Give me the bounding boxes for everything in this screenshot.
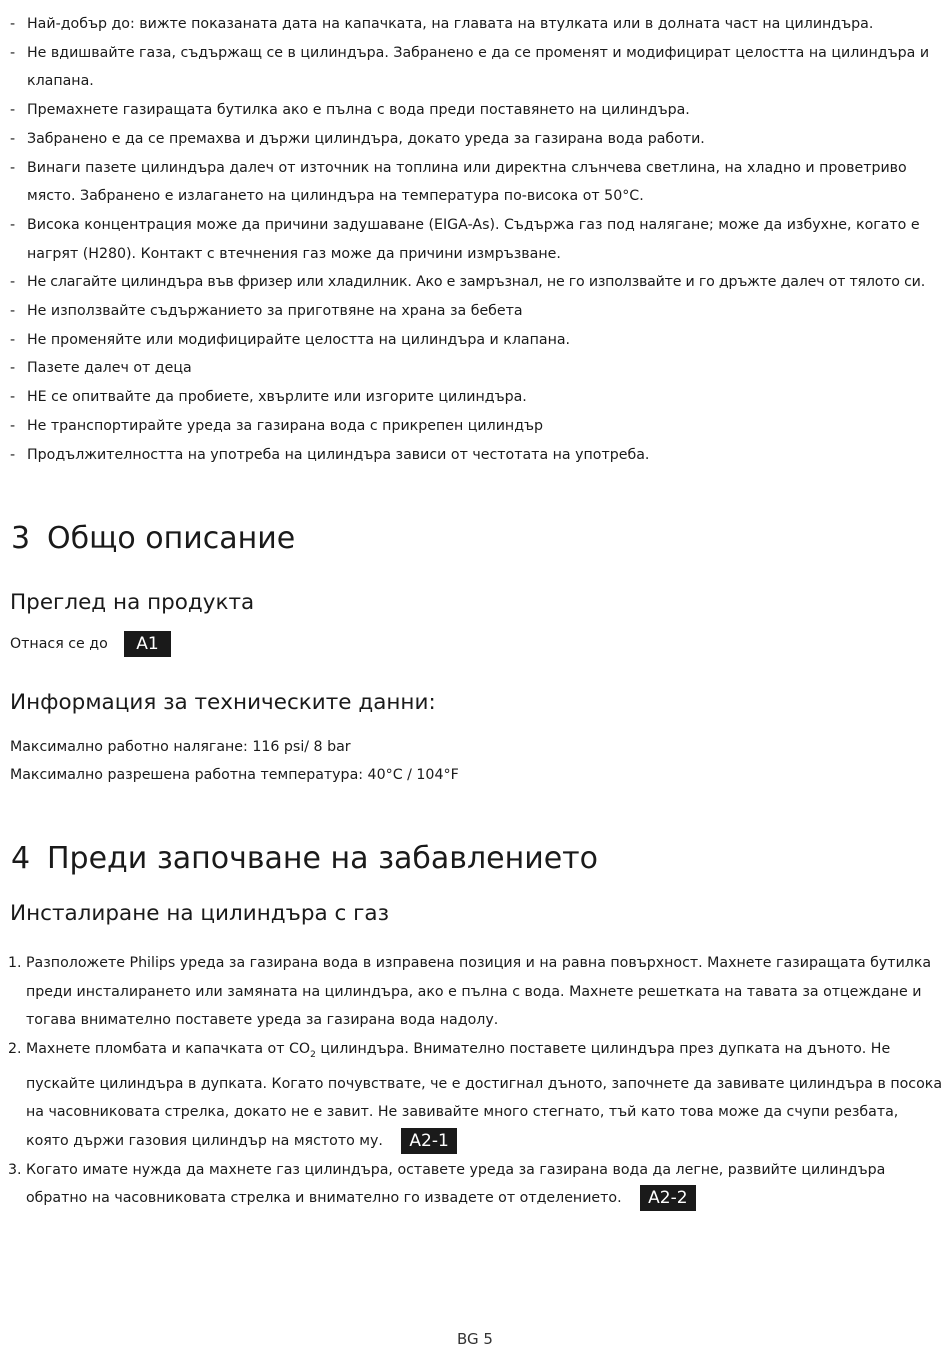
list-item-text: Пазете далеч от деца: [27, 360, 192, 377]
list-item-text: Продължителността на употреба на цилиндъра зависи от честотата на употреба.: [27, 446, 650, 463]
step-text: Разположете Philips уреда за газирана вода в изправена позиция и на равна повърхност. Махнете газиращата бутилка преди инсталирането или замяната на цилиндъра, ако е пълна с вода. Махнете решетката на тавата за отцеждане и тогава внимателно поставете уреда за газирана вода надолу.: [26, 955, 932, 1029]
list-dash: -: [10, 331, 16, 348]
list-item-text: Премахнете газиращата бутилка ако е пълна с вода преди поставянето на цилиндъра.: [27, 102, 690, 119]
section-number: 3: [11, 521, 31, 556]
list-dash: -: [10, 389, 16, 406]
safety-warnings-list: [10, 10, 946, 469]
max-pressure-text: Максимално работно налягане: 116 psi/ 8 bar: [10, 739, 351, 755]
list-dash: -: [10, 417, 16, 434]
list-item: [10, 10, 946, 39]
list-dash: -: [10, 102, 16, 119]
install-cylinder-heading: Инсталиране на цилиндъра с газ: [10, 901, 390, 926]
refers-to-text: Отнася се до: [10, 635, 108, 652]
list-dash: -: [10, 44, 16, 61]
list-dash: -: [10, 274, 16, 291]
list-item: [10, 268, 946, 297]
step-text-continued: цилиндъра. Внимателно поставете цилиндъра през дупката на дъното. Не пускайте цилиндъра в дупката. Когато почувствате, че е достигнал дъното, започнете да завивате цилиндъра в посока на часовниковата стрелка, докато не е завит. Не завивайте много стегнато, тъй като това може да счупи резбата, която държи газовия цилиндър на мястото му.: [26, 1041, 943, 1150]
install-steps-list: [8, 949, 944, 1213]
list-dash: -: [10, 446, 16, 463]
section-title: Преди започване на забавлението: [47, 841, 599, 876]
list-item: [10, 441, 946, 470]
technical-data-heading: Информация за техническите данни:: [10, 690, 436, 715]
list-item-text: НЕ се опитвайте да пробиете, хвърлите или изгорите цилиндъра.: [27, 389, 527, 406]
list-item-text: Висока концентрация може да причини задушаване (EIGA-As). Съдържа газ под налягане; може да избухне, когато е нагрят (H280). Контакт с втечнения газ може да причини измръзване.: [27, 216, 920, 262]
list-item: [10, 154, 946, 211]
list-item: [10, 326, 946, 355]
list-item-text: Не слагайте цилиндъра във фризер или хладилник. Ако е замръзнал, не го използвайте и го дръжте далеч от тялото си.: [27, 274, 926, 291]
page-number: BG 5: [457, 1330, 493, 1348]
section-3-heading: [11, 521, 296, 556]
list-dash: -: [10, 360, 16, 377]
list-dash: -: [10, 130, 16, 147]
figure-reference-badge: A2-1: [401, 1128, 456, 1154]
list-dash: -: [10, 303, 16, 320]
max-temperature-text: Максимално разрешена работна температура: 40°C / 104°F: [10, 767, 459, 783]
step-text: Когато имате нужда да махнете газ цилиндъра, оставете уреда за газирана вода да легне, развийте цилиндъра обратно на часовниковата стрелка и внимателно го извадете от отделението.: [26, 1161, 886, 1207]
section-number: 4: [11, 841, 31, 876]
section-title: Общо описание: [47, 521, 296, 556]
product-overview-heading: Преглед на продукта: [10, 590, 255, 615]
list-item: [8, 1156, 944, 1213]
figure-reference-badge: A1: [124, 631, 170, 657]
list-item-text: Не използвайте съдържанието за приготвяне на храна за бебета: [27, 303, 523, 320]
figure-reference-badge: A2-2: [640, 1185, 695, 1211]
list-dash: -: [10, 216, 16, 233]
section-4-heading: [11, 841, 599, 876]
list-item: [10, 383, 946, 412]
list-item: [10, 297, 946, 326]
list-item-text: Не вдишвайте газа, съдържащ се в цилиндъра. Забранено е да се променят и модифицират целостта на цилиндъра и клапана.: [27, 44, 930, 90]
list-dash: -: [10, 159, 16, 176]
list-item: [10, 211, 946, 268]
step-number: 1.: [8, 955, 22, 971]
list-item-text: Най-добър до: вижте показаната дата на капачката, на главата на втулката или в долната част на цилиндъра.: [27, 16, 874, 32]
list-item-text: Винаги пазете цилиндъра далеч от източник на топлина или директна слънчева светлина, на хладно и проветриво място. Забранено е излагането на цилиндъра на температура по-висока от 50°C.: [27, 159, 907, 205]
list-item-text: Не транспортирайте уреда за газирана вода с прикрепен цилиндър: [27, 417, 544, 434]
list-item: [8, 1035, 944, 1156]
step-text: Махнете пломбата и капачката от CO: [26, 1041, 311, 1058]
list-item: [10, 96, 946, 125]
step-number: 3.: [8, 1161, 22, 1178]
list-item: [10, 412, 946, 441]
list-item-text: Не променяйте или модифицирайте целостта на цилиндъра и клапана.: [27, 331, 571, 348]
refers-to-line: [10, 631, 171, 657]
step-number: 2.: [8, 1041, 22, 1058]
list-item: [8, 949, 944, 1035]
list-item: [10, 125, 946, 154]
list-item-text: Забранено е да се премахва и държи цилиндъра, докато уреда за газирана вода работи.: [27, 130, 705, 147]
list-dash: -: [10, 16, 16, 32]
list-item: [10, 354, 946, 383]
subscript: 2: [310, 1049, 316, 1060]
list-item: [10, 39, 946, 96]
